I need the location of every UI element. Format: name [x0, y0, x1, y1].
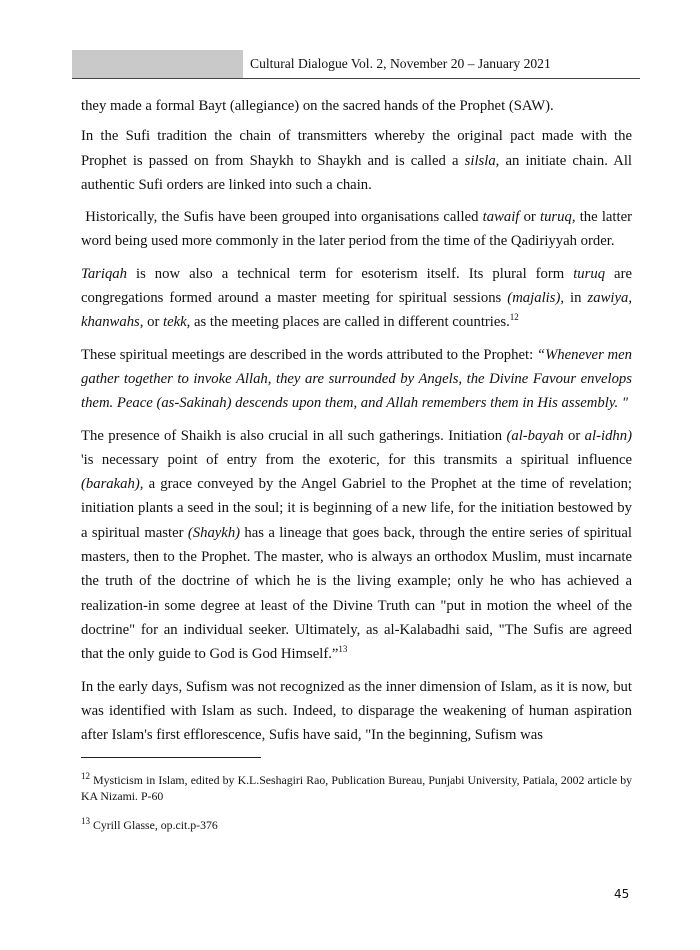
header-shade-block	[72, 50, 243, 78]
paragraph-5: These spiritual meetings are described in the words attributed to the Prophet: “Whenever men gather together to invoke Allah, they are surrounded by Angels, the Divine Favour envelops them. Peace (as-Sakinah) descends upon them, and Allah remembers them in His assembly. "	[81, 346, 632, 412]
footnote-12: $^{12}$ Mysticism in Islam, edited by K.L.Seshagiri Rao, Publication Bureau, Punjabi University, Patiala, 2002 article by KA Nizami. P-60	[81, 771, 632, 803]
prophet-quote: “Whenever men gather together to invoke Allah, they are surrounded by Angels, the Divine Favour envelops them. Peace (as-Sakinah) descends upon them, and Allah remembers them in His assembly. "	[81, 346, 632, 412]
footnotes	[81, 773, 632, 848]
paragraph-1: they made a formal Bayt (allegiance) on the sacred hands of the Prophet (SAW).	[81, 98, 554, 114]
paragraph-3: Historically, the Sufis have been grouped into organisations called tawaif or turuq, the latter word being used more commonly in the later period from the time of the Qadiriyyah order.	[81, 209, 632, 250]
paragraph-2: In the Sufi tradition the chain of transmitters whereby the original pact made with the Prophet is passed on from Shaykh to Shaykh and is called a silsla, an initiate chain. All authentic Sufi orders are linked into such a chain.	[81, 128, 632, 193]
paragraph-6: The presence of Shaikh is also crucial in all such gatherings. Initiation (al-bayah or al-idhn) 'is necessary point of entry from the exoteric, for this transmits a spiritual influence (barakah), a grace conveyed by the Angel Gabriel to the Prophet at the time of revelation; initiation plants a seed in the soul; it is beginning of a new life, for the initiation bestowed by a spiritual master (Shaykh) has a lineage that goes back, through the entire series of spiritual masters, then to the Prophet. The master, who is always an orthodox Muslim, must incarnate the truth of the doctrine of which he is the living example; only he who has achieved a realization-in some degree at least of the Divine Truth can "put in motion the wheel of the doctrine" for an individual seeker. Ultimately, as al-Kalabadhi said, "The Sufis are agreed that the only guide to God is God Himself.”$^{13}$	[81, 427, 632, 663]
footnote-divider	[81, 757, 261, 758]
body-text	[81, 94, 632, 755]
footnote-13: $^{13}$ Cyrill Glasse, op.cit.p-376	[81, 816, 218, 832]
footnote-ref-13[interactable]: 13	[338, 644, 348, 655]
journal-title: Cultural Dialogue Vol. 2, November 20 – January 2021	[250, 56, 551, 71]
running-header	[72, 50, 640, 79]
paragraph-7: In the early days, Sufism was not recognized as the inner dimension of Islam, as it is now, but was identified with Islam as such. Indeed, to disparage the weakening of human aspiration after Islam's first efflorescence, Sufis have said, "In the beginning, Sufism was	[81, 678, 632, 744]
paragraph-4: Tariqah is now also a technical term for esoterism itself. Its plural form turuq are congregations formed around a master meeting for spiritual sessions (majalis), in zawiya, khanwahs, or tekk, as the meeting places are called in different countries.$^{12}$	[81, 265, 632, 331]
footnote-ref-12[interactable]: 12	[509, 312, 519, 323]
page-number: 45	[614, 887, 630, 901]
